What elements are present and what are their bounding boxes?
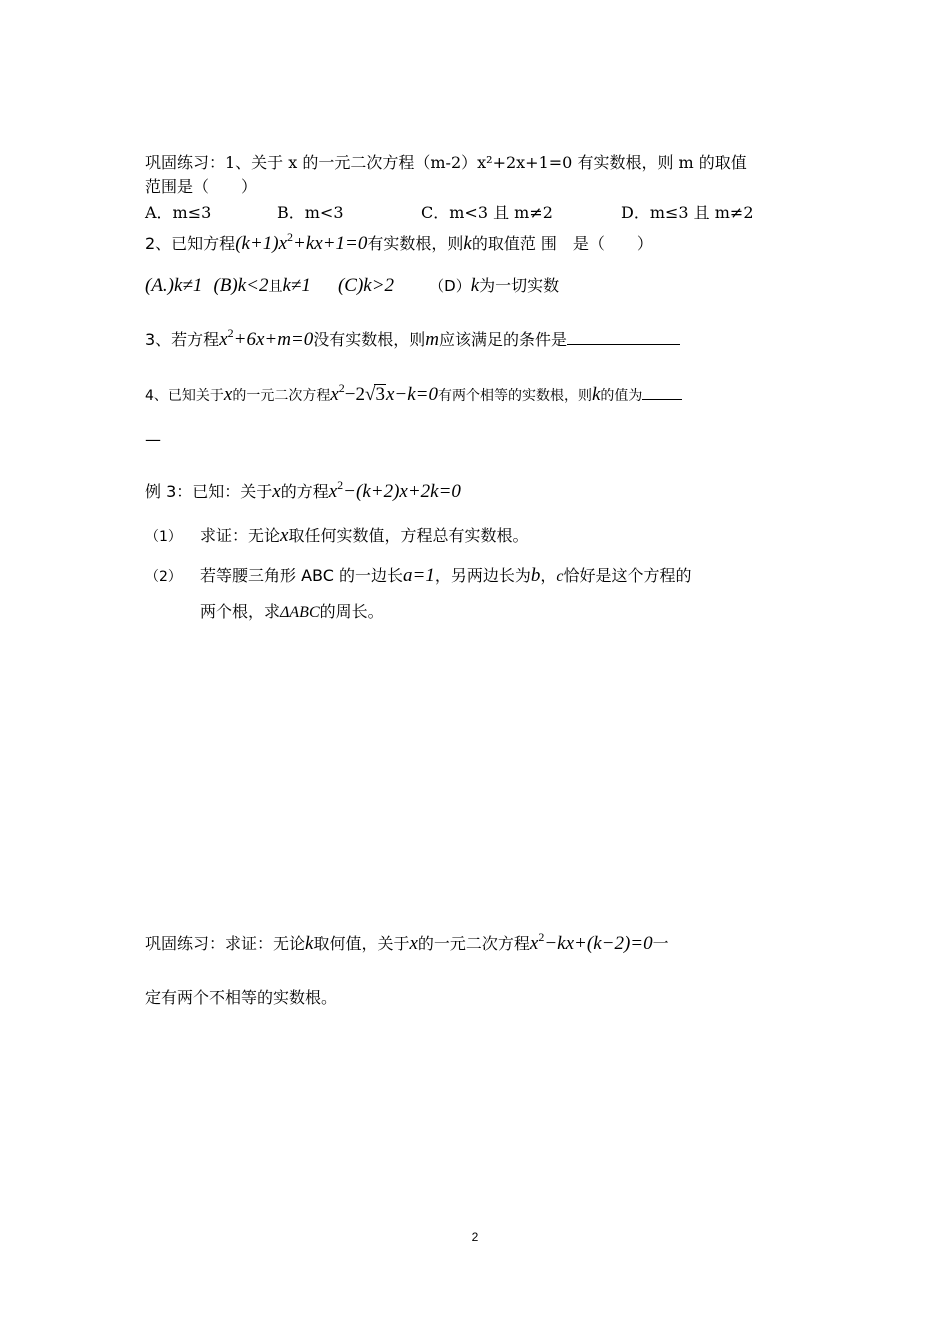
- q3-var: m: [425, 329, 439, 350]
- exercise-4-line-2: 定有两个不相等的实数根。: [145, 988, 338, 1007]
- q2-option-d: （D）: [429, 277, 471, 295]
- q2-option-d-var: k: [470, 275, 480, 296]
- q2-suffix: 的取值范 围 是（ ）: [471, 234, 653, 253]
- example-3-heading: [145, 478, 461, 503]
- example-3-part-2: [145, 566, 182, 587]
- question-4: [145, 381, 682, 406]
- question-4-tail: —: [145, 430, 161, 449]
- option-b: B．m<3: [277, 203, 344, 222]
- q4-var: x: [223, 384, 233, 405]
- q4-var2: k: [591, 384, 601, 405]
- q4-equation: $x^2-2√3x-k=0$: [330, 381, 438, 405]
- ex3-p2b: ，另两边长为: [434, 566, 531, 585]
- option-c: C．m<3 且 m≠2: [421, 203, 553, 222]
- ex4-equation: $x^2-kx+(k-2)=0$: [529, 930, 653, 954]
- ex3-p1-number: （1）: [145, 529, 182, 545]
- ex3-p2a: 若等腰三角形 ABC 的一边长: [200, 566, 403, 585]
- q3-mid: 没有实数根，则: [313, 330, 426, 349]
- exercise-1-line-2: 范围是（ ）: [145, 177, 258, 196]
- q3-suffix: 应该满足的条件是: [439, 330, 568, 349]
- ex4-b: 取何值，关于: [313, 934, 410, 953]
- q4-prefix: 4、已知关于: [145, 388, 224, 404]
- q3-answer-blank[interactable]: [567, 330, 680, 345]
- q4-mid2: 有两个相等的实数根，则: [437, 388, 592, 404]
- q3-prefix: 3、若方程: [145, 330, 220, 349]
- ex3-p2c: ，: [540, 566, 557, 585]
- ex3-p2-triangle: ΔABC: [280, 604, 320, 621]
- question-2-options: [145, 276, 559, 297]
- ex3-p2d: 恰好是这个方程的: [563, 566, 692, 585]
- ex3-head: 例 3：已知：关于: [145, 482, 273, 501]
- ex3-p2-line2a: 两个根，求: [200, 602, 281, 621]
- q4-suffix: 的值为: [600, 388, 643, 404]
- example-3-part-2-text: [200, 566, 691, 587]
- exercise-1-line-1: 巩固练习：1、关于 x 的一元二次方程（m-2）x²+2x+1=0 有实数根，则 m 的取值: [145, 153, 747, 172]
- q2-option-b-and: 且: [268, 279, 283, 295]
- q2-var: k: [463, 233, 472, 254]
- q2-equation: $(k+1)x^2+kx+1=0$: [235, 230, 368, 254]
- ex3-p1-var: x: [280, 525, 289, 546]
- q2-prefix: 2、已知方程: [145, 234, 236, 253]
- q2-option-b-cond: k≠1: [282, 275, 311, 296]
- example-3-part-1: [145, 526, 182, 547]
- question-2: [145, 230, 653, 255]
- ex3-equation: $x^2-(k+2)x+2k=0$: [328, 478, 461, 502]
- exercise-4-line-1: [145, 930, 669, 955]
- q2-mid: 有实数根，则: [367, 234, 464, 253]
- ex4-var-k: k: [305, 933, 314, 954]
- ex4-a: 巩固练习：求证：无论: [145, 934, 306, 953]
- example-3-part-1-text: [200, 526, 528, 546]
- ex3-p2-line2b: 的周长。: [319, 602, 384, 621]
- ex4-d: 一: [652, 934, 669, 953]
- q4-mid1: 的一元二次方程: [232, 388, 331, 404]
- ex3-p2-eq: a=1: [403, 565, 435, 586]
- ex3-var: x: [272, 481, 281, 502]
- ex3-mid: 的方程: [280, 482, 329, 501]
- ex4-var-x: x: [409, 933, 418, 954]
- ex3-p2-var-c: c: [556, 568, 564, 585]
- example-3-part-2-line-2: [200, 602, 384, 623]
- q2-option-b: (B)k<2: [213, 275, 269, 296]
- ex3-p2-number: （2）: [145, 569, 182, 585]
- q2-option-d-text: 为一切实数: [479, 276, 560, 295]
- page-number: 2: [471, 1230, 479, 1244]
- ex3-p2-var-b: b: [530, 565, 541, 586]
- q4-answer-blank[interactable]: [642, 385, 682, 400]
- ex4-c: 的一元二次方程: [417, 934, 530, 953]
- ex3-p1a: 求证：无论: [200, 526, 281, 545]
- ex3-p1b: 取任何实数值，方程总有实数根。: [288, 526, 529, 545]
- question-3: [145, 326, 680, 351]
- option-a: A．m≤3: [145, 203, 212, 222]
- option-d: D．m≤3 且 m≠2: [621, 203, 754, 222]
- q2-option-a: (A.)k≠1: [145, 275, 203, 296]
- q2-option-c: (C)k>2: [337, 275, 395, 296]
- q3-equation: $x^2+6x+m=0$: [219, 326, 314, 350]
